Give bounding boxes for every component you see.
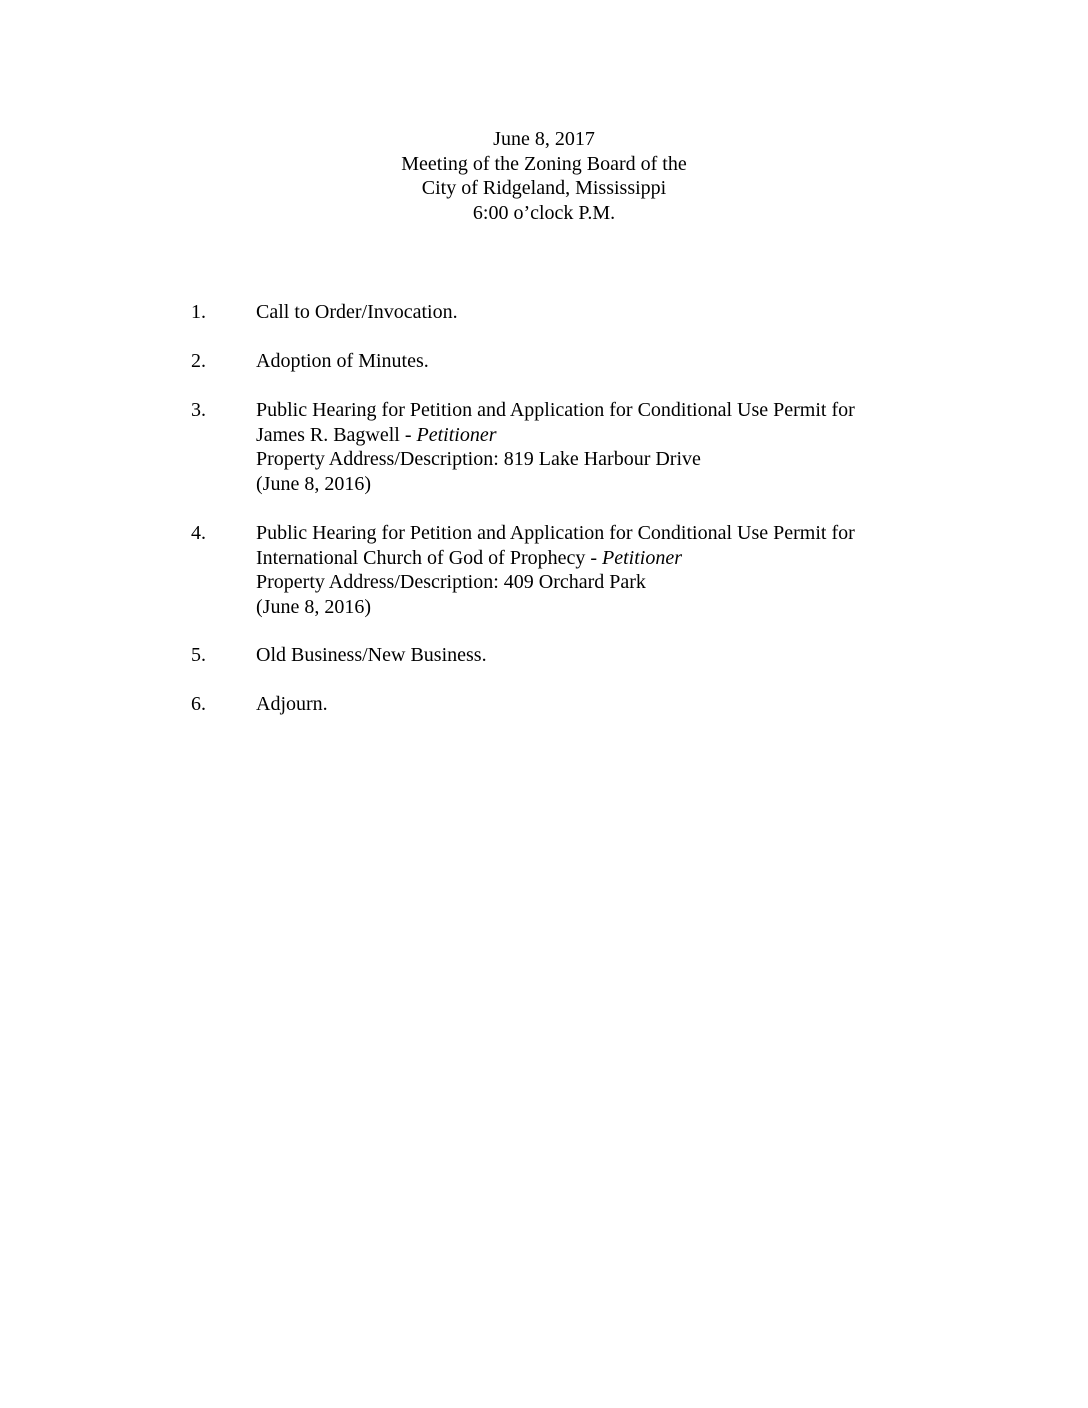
agenda-item [0, 398, 855, 496]
item-number: 3. [191, 399, 206, 421]
item-number: 4. [191, 522, 206, 544]
item-heading: Public Hearing for Petition and Application for Conditional Use Permit for [256, 522, 855, 544]
item-text: Adjourn. [256, 693, 328, 715]
agenda-item [0, 643, 487, 668]
property-description: Property Address/Description: 819 Lake Harbour Drive [256, 448, 701, 470]
meeting-city: City of Ridgeland, Mississippi [421, 177, 667, 199]
item-date: (June 8, 2016) [256, 472, 371, 495]
item-date: (June 8, 2016) [256, 595, 371, 618]
petitioner-line [256, 423, 855, 448]
item-text: Old Business/New Business. [256, 644, 487, 666]
petitioner-label: Petitioner [416, 423, 497, 446]
agenda-item [0, 521, 855, 619]
agenda-item [0, 349, 429, 374]
item-number: 6. [191, 693, 206, 715]
item-text: Adoption of Minutes. [256, 350, 429, 372]
item-number: 5. [191, 644, 206, 666]
item-number: 2. [191, 350, 206, 372]
property-description: Property Address/Description: 409 Orchard Park [256, 571, 646, 593]
item-number: 1. [191, 301, 206, 323]
agenda-header [0, 127, 1088, 225]
item-text: Call to Order/Invocation. [256, 301, 458, 323]
item-heading: Public Hearing for Petition and Application for Conditional Use Permit for [256, 399, 855, 421]
petitioner-line [256, 546, 855, 571]
meeting-title: Meeting of the Zoning Board of the [401, 152, 687, 175]
petitioner-name: James R. Bagwell - [256, 423, 417, 446]
petitioner-label: Petitioner [602, 546, 682, 569]
agenda-item [0, 692, 328, 717]
meeting-time: 6:00 o’clock P.M. [472, 201, 616, 224]
meeting-date: June 8, 2017 [493, 128, 595, 150]
agenda-item [0, 300, 458, 325]
petitioner-name: International Church of God of Prophecy - [256, 546, 603, 569]
